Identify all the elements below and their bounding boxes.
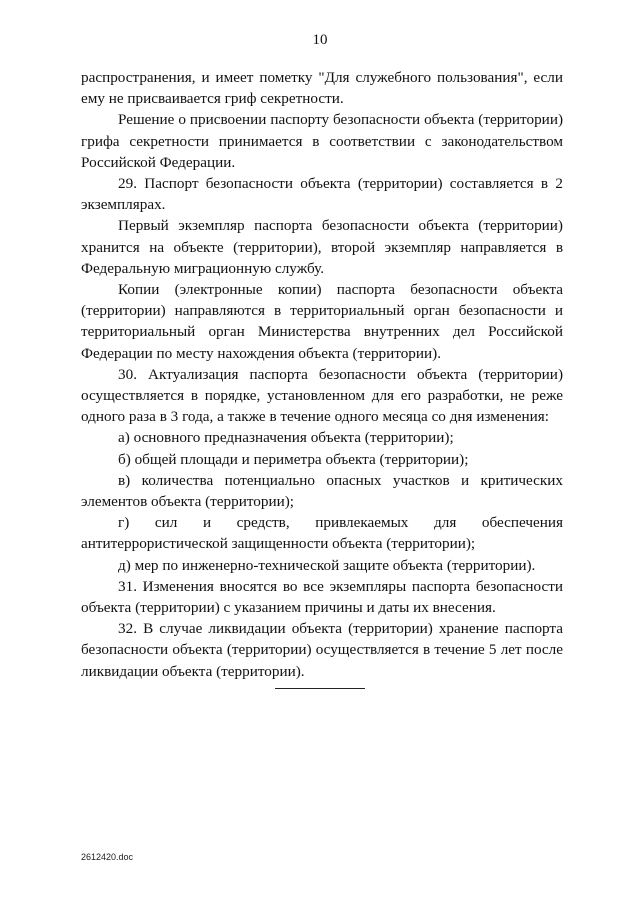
- paragraph-32: 32. В случае ликвидации объекта (территории) хранение паспорта безопасности объекта (территории) осуществляется в течение 5 лет после ликвидации объекта (территории).: [81, 620, 563, 680]
- paragraph-first-copy: Первый экземпляр паспорта безопасности объекта (территории) хранится на объекте (территории), второй экземпляр направляется в Федеральную миграционную службу.: [81, 217, 563, 277]
- page-number: 10: [312, 32, 328, 48]
- paragraph-secrecy-decision: Решение о присвоении паспорту безопасности объекта (территории) грифа секретности принимается в соответствии с законодательством Российской Федерации.: [81, 111, 563, 171]
- list-item-a: а) основного предназначения объекта (территории);: [118, 429, 454, 447]
- footer-doc-name: 2612420.doc: [81, 852, 134, 862]
- list-item-d: д) мер по инженерно-технической защите объекта (территории).: [118, 556, 536, 574]
- document-body: [81, 67, 563, 682]
- end-divider: [275, 688, 365, 689]
- list-item-v: в) количества потенциально опасных участков и критических элементов объекта (территории);: [81, 471, 563, 511]
- list-item-b: б) общей площади и периметра объекта (территории);: [118, 450, 469, 468]
- paragraph-31: 31. Изменения вносятся во все экземпляры паспорта безопасности объекта (территории) с указанием причины и даты их внесения.: [81, 577, 563, 617]
- paragraph-30: 30. Актуализация паспорта безопасности объекта (территории) осуществляется в порядке, установленном для его разработки, не реже одного раза в 3 года, а также в течение одного месяца со дня изменения:: [81, 365, 563, 426]
- paragraph-29: 29. Паспорт безопасности объекта (территории) составляется в 2 экземплярах.: [81, 175, 563, 214]
- paragraph-continuation: распространения, и имеет пометку "Для служебного пользования", если ему не присваивается гриф секретности.: [81, 69, 563, 108]
- list-item-g: г) сил и средств, привлекаемых для обеспечения антитеррористической защищенности объекта (территории);: [81, 514, 563, 553]
- paragraph-copies: Копии (электронные копии) паспорта безопасности объекта (территории) направляются в территориальный орган безопасности и территориальный орган Министерства внутренних дел Российской Федерации по месту нахождения объекта (территории).: [81, 281, 563, 362]
